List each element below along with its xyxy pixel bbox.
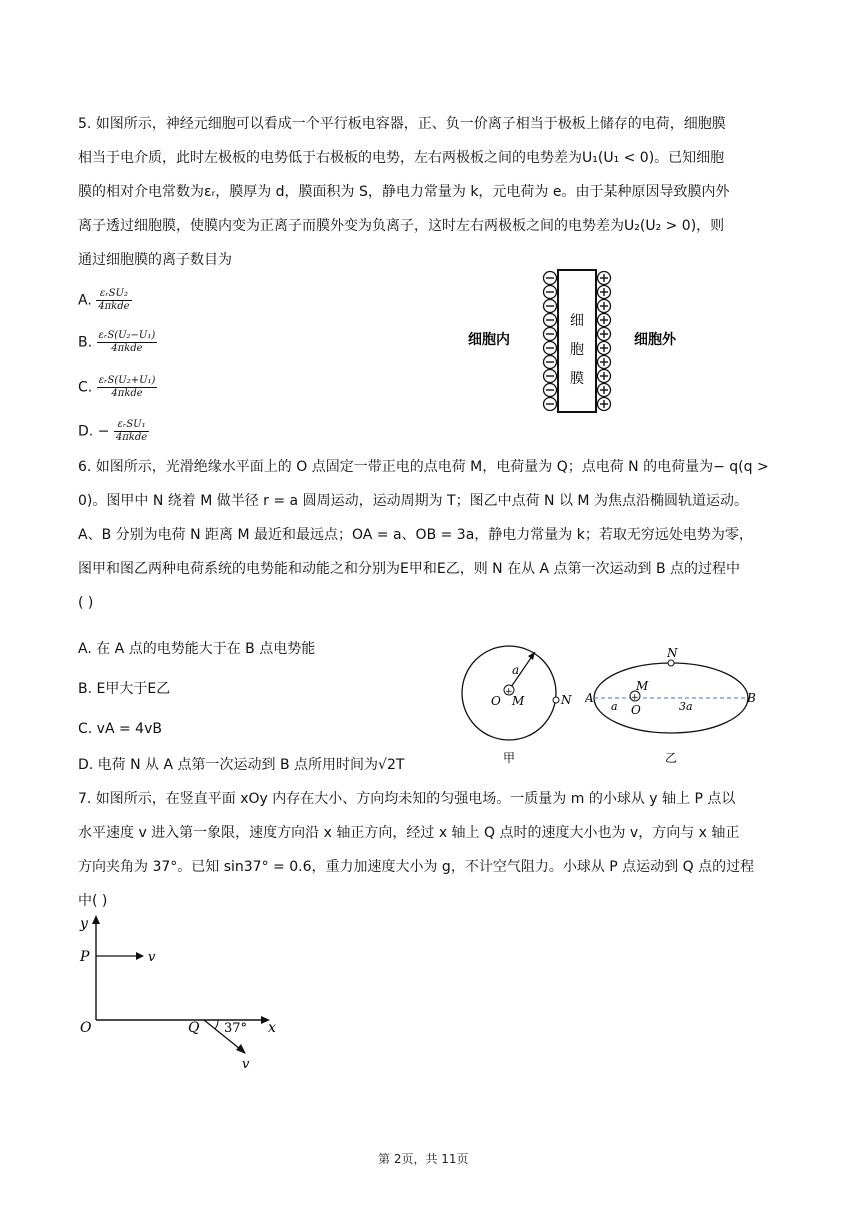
label-O: O — [80, 1020, 92, 1036]
plus-sign: + — [505, 687, 513, 697]
label-x: x — [268, 1020, 276, 1036]
cell-membrane-figure — [460, 268, 700, 418]
coordinate-figure — [76, 912, 286, 1072]
option-label: B. — [78, 334, 93, 351]
label-angle: 37° — [224, 1021, 248, 1036]
option-label: A. — [78, 292, 92, 309]
label-v1: v — [148, 950, 156, 965]
y-axis-arrow — [92, 915, 100, 924]
arrow-head — [528, 652, 535, 660]
caption-jia: 甲 — [503, 751, 516, 765]
q6-option-b[interactable]: B. E甲大于E乙 — [78, 681, 171, 697]
q5-line-2: 相当于电介质，此时左极板的电势低于右极板的电势，左右两极板之间的电势差为U₁(U₁ < 0)。已知细胞 — [78, 150, 725, 166]
q6-line-5: ( ) — [78, 595, 94, 611]
q5-option-b[interactable] — [78, 330, 157, 355]
fraction-numerator: εᵣSU₁ — [114, 419, 149, 432]
option-label: C. — [78, 379, 93, 396]
outer-label: 细胞外 — [634, 332, 676, 348]
fraction — [114, 419, 149, 444]
membrane-char: 细 — [570, 313, 584, 329]
fraction-numerator: εᵣS(U₂−U₁) — [98, 330, 156, 341]
charge-N-dot — [553, 697, 559, 703]
q5-option-d[interactable] — [78, 419, 149, 444]
membrane-char: 胞 — [570, 342, 584, 358]
label-M: M — [636, 679, 649, 693]
option-label: D. — [78, 423, 94, 440]
membrane-box — [558, 270, 596, 412]
label-N: N — [561, 693, 572, 707]
minus-sign: − — [97, 423, 110, 440]
fraction-denominator: 4πkde — [111, 343, 143, 354]
q5-line-4: 离子透过细胞膜，使膜内变为正离子而膜外变为负离子，这时左右两极板之间的电势差为U₂(U₂ > 0)，则 — [78, 218, 725, 234]
fraction-numerator: εᵣSU₂ — [96, 288, 131, 301]
fraction — [97, 375, 158, 400]
label-Q: Q — [188, 1020, 200, 1036]
label-P: P — [80, 949, 90, 965]
caption-yi: 乙 — [665, 751, 678, 765]
q5-option-c[interactable] — [78, 375, 157, 400]
figure-jia — [455, 638, 585, 768]
q7-line-4: 中( ) — [78, 893, 108, 909]
q7-line-1: 7. 如图所示，在竖直平面 xOy 内存在大小、方向均未知的匀强电场。一质量为 m 的小球从 y 轴上 P 点以 — [78, 791, 736, 807]
q5-line-1: 5. 如图所示，神经元细胞可以看成一个平行板电容器，正、负一价离子相当于极板上储存的电荷，细胞膜 — [78, 116, 726, 132]
label-M: M — [512, 694, 525, 708]
label-O: O — [491, 694, 501, 708]
angle-arc — [215, 1020, 218, 1029]
velocity-q-arrow — [236, 1044, 246, 1054]
fraction — [96, 288, 131, 313]
inner-label: 细胞内 — [468, 332, 510, 348]
label-3a: 3a — [679, 700, 693, 713]
q6-option-d[interactable]: D. 电荷 N 从 A 点第一次运动到 B 点所用时间为√2T — [78, 757, 405, 773]
figure-yi — [585, 640, 775, 770]
velocity-p-arrow — [136, 952, 144, 960]
q6-option-c[interactable]: C. vA = 4vB — [78, 721, 162, 737]
fraction — [97, 330, 158, 355]
fraction-numerator: εᵣS(U₂+U₁) — [98, 375, 156, 386]
fraction-denominator: 4πkde — [115, 432, 148, 443]
charge-N-dot — [668, 660, 674, 666]
q7-line-3: 方向夹角为 37°。已知 sin37° = 0.6，重力加速度大小为 g，不计空气阻力。小球从 P 点运动到 Q 点的过程 — [78, 859, 755, 875]
q6-line-1: 6. 如图所示，光滑绝缘水平面上的 O 点固定一带正电的点电荷 M，电荷量为 Q；点电荷 N 的电荷量为− q(q > — [78, 459, 769, 475]
q6-line-2: 0)。图甲中 N 绕着 M 做半径 r = a 圆周运动，运动周期为 T；图乙中点荷 N 以 M 为焦点沿椭圆轨道运动。 — [78, 493, 748, 509]
label-O: O — [631, 703, 641, 717]
q5-line-3: 膜的相对介电常数为εᵣ，膜厚为 d，膜面积为 S，静电力常量为 k，元电荷为 e。由于某种原因导致膜内外 — [78, 184, 730, 200]
label-y: y — [80, 916, 88, 932]
q5-line-5: 通过细胞膜的离子数目为 — [78, 252, 232, 268]
label-A: A — [585, 691, 594, 705]
fraction-denominator: 4πkde — [111, 388, 143, 399]
negative-ions — [544, 272, 557, 411]
q6-line-4: 图甲和图乙两种电荷系统的电势能和动能之和分别为E甲和E乙，则 N 在从 A 点第一次运动到 B 点的过程中 — [78, 561, 741, 577]
label-v2: v — [242, 1057, 250, 1072]
q5-option-a[interactable] — [78, 288, 132, 313]
q6-line-3: A、B 分别为电荷 N 距离 M 最近和最远点；OA = a、OB = 3a，静电力常量为 k；若取无穷远处电势为零， — [78, 527, 753, 543]
label-N: N — [667, 646, 678, 660]
label-a: a — [512, 663, 520, 677]
label-a: a — [611, 700, 618, 713]
fraction-denominator: 4πkde — [98, 301, 130, 312]
label-B: B — [747, 691, 756, 705]
membrane-char: 膜 — [570, 371, 584, 387]
positive-ions — [598, 272, 611, 411]
q6-option-a[interactable]: A. 在 A 点的电势能大于在 B 点电势能 — [78, 641, 316, 657]
q7-line-2: 水平速度 v 进入第一象限，速度方向沿 x 轴正方向，经过 x 轴上 Q 点时的速度大小也为 v，方向与 x 轴正 — [78, 825, 740, 841]
plus-sign: + — [631, 693, 639, 703]
page-footer: 第 2页，共 11页 — [378, 1152, 469, 1166]
